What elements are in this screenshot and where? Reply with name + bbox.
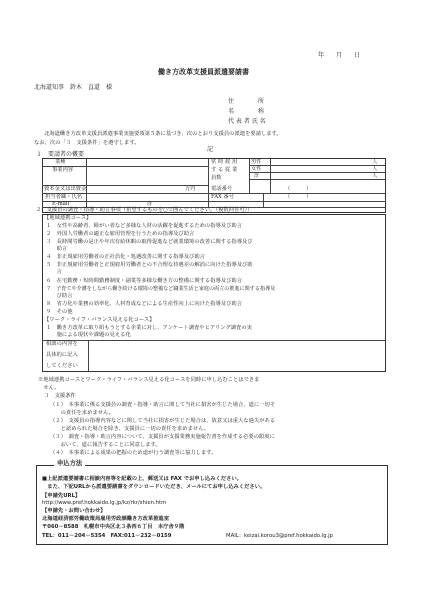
intro-line-1: 北海道働き方改革支援員派遣事業実施要領第５条に基づき、次のとおり支援員の派遣を要請します。 (44, 131, 282, 137)
support-item[interactable]: １ 女性や高齢者、障がい者など多様な人材の活躍を促進するための指導及び助言 (46, 223, 242, 229)
support-item[interactable]: ７ 子育てや介護をしながら働き続ける環境の整備など職業生活と家庭の両立の推進に関する指導及 (46, 286, 276, 292)
wlb-item-cont: 施による現状や課題の見える化 (46, 332, 131, 338)
note-line-2: せん。 (38, 385, 60, 391)
email-at: ＠ (147, 201, 153, 207)
condition-4: （４） 本事業による成果の把握のため道が行う調査等に協力します。 (50, 450, 217, 456)
phone-paren: （ ） (285, 186, 312, 192)
consult-label-1: 相談の内容を (46, 341, 78, 347)
condition-3-cont: おいて、道に報告することに同意します。 (50, 442, 161, 448)
support-item[interactable]: ２ 外国人労働者の適正な雇用管理を行うための指導及び助言 (46, 231, 195, 237)
business-label: 事業内容 (52, 167, 74, 173)
section-2-heading: ２ 支援員の調査・指導・助言事項（希望するものを○で囲んでください。（複数回答可）） (36, 207, 253, 213)
condition-1-cont: の責任を求めません。 (50, 410, 114, 416)
section-1-heading: １ 要請者の概要 (36, 151, 85, 158)
employees-label-3: 員数 (211, 175, 222, 181)
application-line-2: また、下記URLから派遣要請書をダウンロードいただき、メールにてお申し込みください。 (42, 484, 266, 490)
employees-label-1: 常 時 雇 用 (211, 159, 238, 165)
total-label: 計 (254, 173, 260, 179)
section-3-heading: ３ 支援条件 (44, 393, 76, 399)
condition-1: （１） 本事業に係る支援員の調査・指導・助言に関して当社に損害が生じた場合、道に一切そ (50, 402, 276, 408)
fax-paren: （ ） (285, 194, 312, 200)
application-url-link[interactable]: http://www.pref.hokkaido.lg.jp/kz/rkr/shien.htm (42, 500, 167, 506)
addressee: 北海道知事 鈴木 直道 様 (34, 84, 113, 91)
support-item[interactable]: ９ その他 (46, 309, 73, 315)
url-label: 【申請先URL】 (42, 493, 81, 499)
consult-content-field[interactable] (90, 342, 384, 370)
email-label: E-mail (52, 201, 70, 207)
course-wlb: 【ワーク・ライフ・バランス見える化コース】 (44, 317, 155, 323)
support-item[interactable]: ４ 非正規雇用労働者の正社員化・処遇改善に関する指導及び助言 (46, 254, 205, 260)
applicant-name-label: 名 称 (228, 108, 265, 115)
phone-label: 電話番号 (211, 186, 233, 192)
person-label: 担当者職・氏名 (45, 194, 83, 200)
fax-label: FAX 番号 (211, 194, 235, 200)
support-item[interactable]: ６ 在宅勤務・短時間勤務制度・副業等多様な働き方の整備に関する指導及び助言 (46, 278, 242, 284)
note-line-1: ※地域連携コースとワーク・ライフ・バランス見える化コースを同時に申し込むことはできま (38, 377, 260, 383)
applicant-address-label: 住 所 (228, 98, 265, 105)
female-unit: 人 (372, 166, 378, 172)
contact-mail[interactable]: MAIL：keizai.korou3@pref.hokkaido.lg.jp (226, 533, 333, 539)
application-heading: 申込方法 (54, 460, 85, 468)
support-item-cont: 言 (46, 269, 62, 275)
contact-address: 〒060－8588 札幌市中央区北３条西６丁目 本庁舎９階 (42, 524, 185, 530)
industry-label: 業種 (55, 159, 66, 165)
male-label: 男性 (251, 159, 262, 165)
support-item[interactable]: ３ 長時間労働の是正や年次有給休暇の取得促進など就業環境の改善に関する指導及び (46, 239, 253, 245)
male-unit: 人 (372, 159, 378, 165)
condition-2-cont: と認められた場合を除き、支援員に一切の責任を求めません。 (50, 426, 210, 432)
support-item-cont: 助言 (46, 246, 68, 252)
contact-org: 北海道経済部労働政策局雇用労政課働き方改革推進室 (42, 516, 170, 522)
wlb-item[interactable]: １ 働き方改革に取り組もうとする企業に対し、アンケート調査やヒアリング調査の実 (46, 325, 252, 331)
consult-label-2: 具体的に記入 (46, 352, 78, 358)
intro-line-2: なお、次の「３ 支援条件」を遵守します。 (34, 140, 140, 146)
capital-unit: 万円 (185, 186, 196, 192)
capital-label: 資本金又は出資金 (44, 186, 87, 192)
condition-2: （２） 支援員の指導内容などに関して当社に損害が生じた場合は、故意又は重大な過失がある (50, 418, 276, 424)
support-item[interactable]: ５ 非正規雇用労働者と正規雇用労働者との不合理な待遇差の解消に向けた指導及び助 (46, 262, 253, 268)
date-line: 年 月 日 (318, 52, 361, 59)
support-item-cont: び助言 (46, 293, 73, 299)
course-regional: 【地域連携コース】 (44, 215, 92, 221)
employees-label-2: す る 従 業 (211, 167, 238, 173)
total-unit: 人 (372, 173, 378, 179)
application-line-1: ■上記派遣要請書に相談内容等を記載の上、郵送又は FAX でお申し込みください。 (42, 476, 242, 482)
support-item[interactable]: ８ 省力化や業務の効率化、人材育成などによる生産性向上に向けた指導及び助言 (46, 301, 242, 307)
applicant-rep-label: 代 表 者 氏 名 (228, 118, 266, 125)
contact-tel-fax: TEL：011－204－5354 FAX:011－232－0159 (42, 533, 172, 539)
ki-mark: 記 (207, 146, 214, 153)
female-label: 女性 (251, 166, 262, 172)
document-title: 働き方改革支援員派遣要請書 (158, 67, 249, 76)
consult-label-3: してください (46, 363, 78, 369)
contact-heading: 【申請先・お問い合わせ】 (42, 508, 106, 514)
condition-3: （３） 調査・指導・助言内容について、支援員が支援業務実施報告書を作成する必要の限度に (50, 434, 275, 440)
